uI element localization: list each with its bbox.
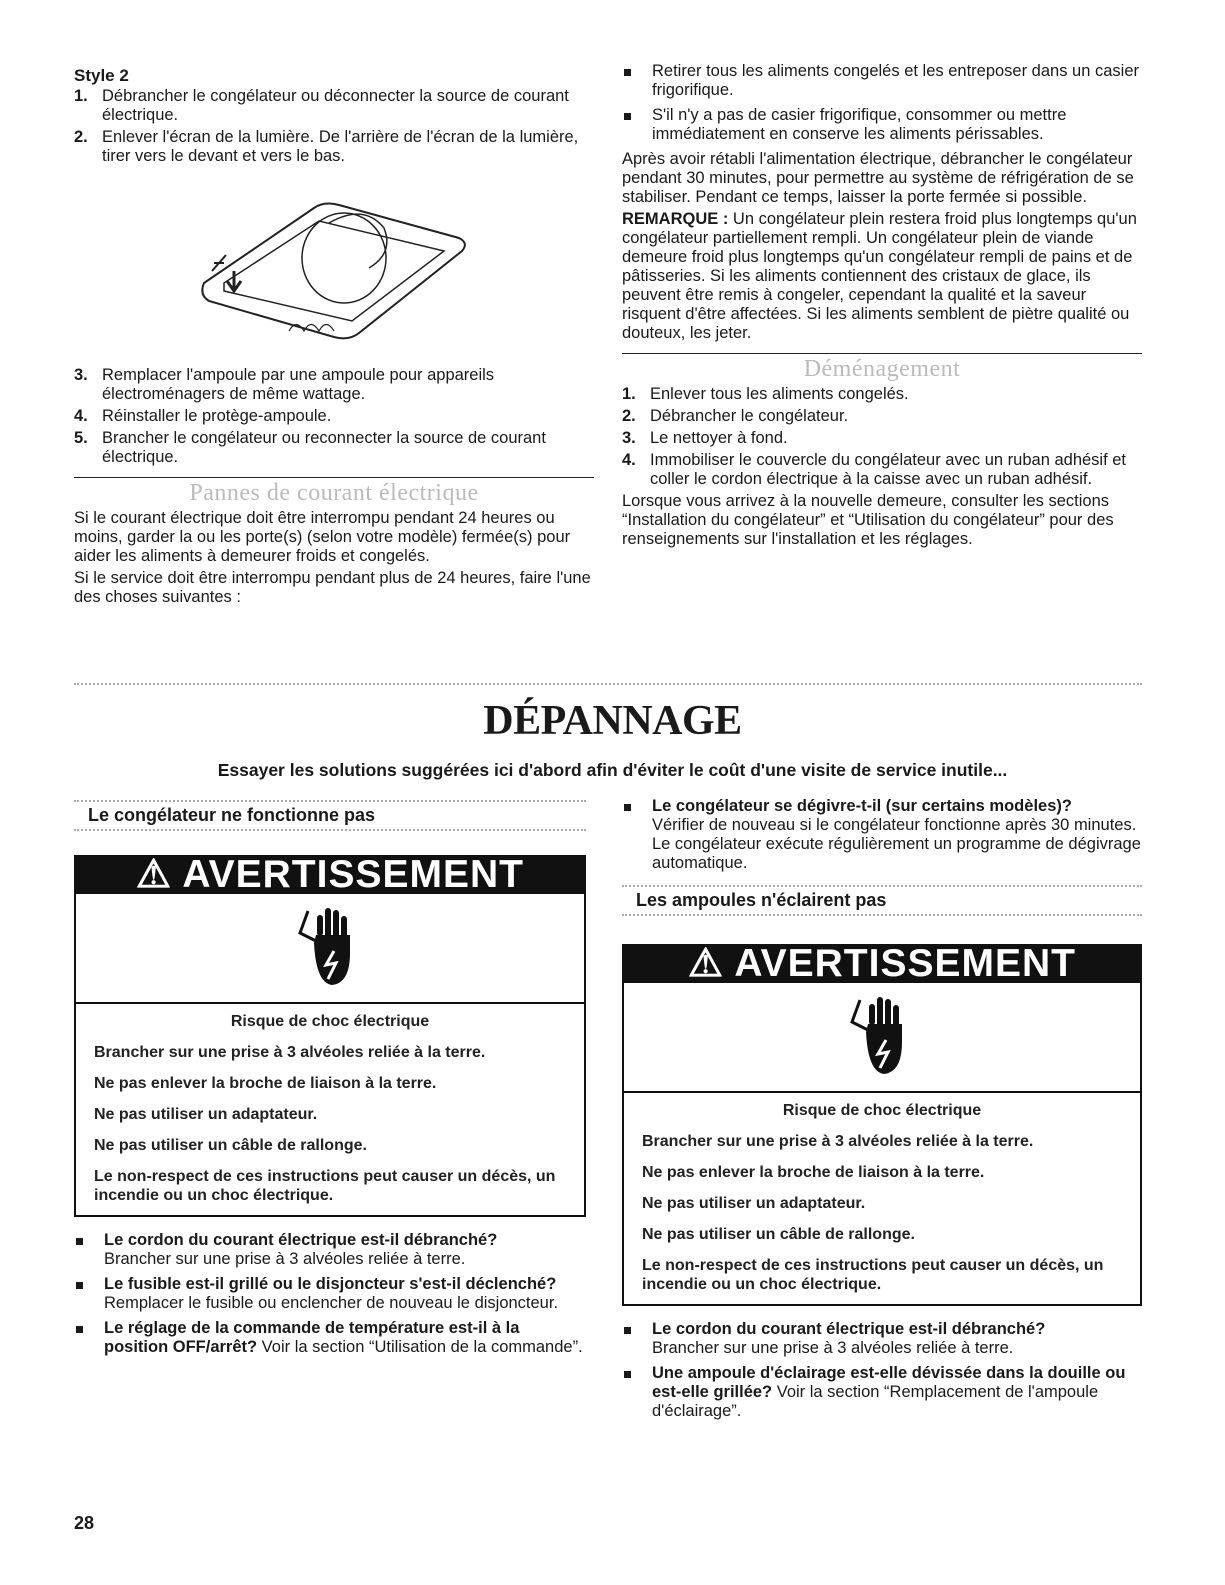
warning-line: Ne pas utiliser un adaptateur. [94,1106,318,1123]
moving-heading: Déménagement [803,356,961,382]
bullet-icon [624,1327,631,1334]
warning-triangle-icon: ⚠ [135,853,172,896]
bullet-icon [624,69,631,76]
warning-line: Ne pas enlever la broche de liaison à la terre. [94,1075,437,1092]
bullet-icon [76,1282,83,1289]
note-paragraph: REMARQUE : Un congélateur plein restera froid plus longtemps qu'un congélateur partiellement rempli. Un congélateur plein de viande demeure froid plus longtemps qu'un congélateur rempli de pains et de pâtisseries. Si les aliments contiennent des cristaux de glace, ils peuvent être remis à congeler, cependant la qualité et la saveur risquent d'être affectées. Si les aliments semblent de piètre qualité ou douteux, les jeter. [622,210,1137,342]
warning-line: Ne pas utiliser un câble de rallonge. [94,1137,367,1154]
divider [74,477,594,478]
list-item: 5. Brancher le congélateur ou reconnecter la source de courant électrique. [74,429,546,466]
bullet-icon [624,113,631,120]
checklist [622,1320,1142,1421]
list-item: Le fusible est-il grillé ou le disjoncteur s'est-il déclenché? Remplacer le fusible ou enclencher de nouveau le disjoncteur. [74,1275,586,1313]
bullet-icon [624,1371,631,1378]
divider [74,829,586,831]
list-item: Le réglage de la commande de température est-il à la position OFF/arrêt? Voir la section “Utilisation de la commande”. [74,1319,586,1357]
list-item: 4. Immobiliser le couvercle du congélateur avec un ruban adhésif et coller le cordon électrique à la caisse avec un ruban adhésif. [622,451,1127,488]
warning-line: Le non-respect de ces instructions peut causer un décès, un incendie ou un choc électrique. [94,1168,556,1204]
warning-triangle-icon: ⚠ [687,942,724,985]
list-item: 3. Le nettoyer à fond. [622,429,788,447]
power-bullets [622,62,1142,144]
steps-b [74,366,594,467]
list-item: Retirer tous les aliments congelés et les entreposer dans un casier frigorifique. [622,62,1142,100]
page-title: DÉPANNAGE [483,698,742,744]
warning-line: Ne pas utiliser un câble de rallonge. [642,1226,915,1243]
warning-text [76,1004,584,1215]
warning-line: Ne pas enlever la broche de liaison à la terre. [642,1164,985,1181]
shock-hazard-icon [76,894,584,1004]
page-subtitle: Essayer les solutions suggérées ici d'abord afin d'éviter le coût d'une visite de service inutile... [217,760,1008,780]
steps-a [74,87,594,166]
defrost-check [622,797,1142,873]
list-item: 2. Enlever l'écran de la lumière. De l'arrière de l'écran de la lumière, tirer vers le devant et vers le bas. [74,128,579,165]
moving-steps [622,385,1142,489]
warning-risk: Risque de choc électrique [782,1102,982,1119]
warning-box [622,944,1142,1306]
warning-header: ⚠ AVERTISSEMENT [624,946,1140,983]
divider [622,914,1142,916]
section-heading: Les ampoules n'éclairent pas [636,890,887,910]
warning-line: Brancher sur une prise à 3 alvéoles reliée à la terre. [642,1133,1034,1150]
list-item: 4. Réinstaller le protège-ampoule. [74,407,332,425]
section-heading: Le congélateur ne fonctionne pas [88,805,376,825]
warning-line: Ne pas utiliser un adaptateur. [642,1195,866,1212]
list-item: 3. Remplacer l'ampoule par une ampoule pour appareils électroménagers de même wattage. [74,366,495,403]
after-power-paragraph: Après avoir rétabli l'alimentation électrique, débrancher le congélateur pendant 30 minutes, pour permettre au système de réfrigération de se stabiliser. Pendant ce temps, laisser la porte fermée si possible. [622,150,1134,206]
right-column-top [622,62,1142,552]
list-item: 1. Enlever tous les aliments congelés. [622,385,909,403]
warning-risk: Risque de choc électrique [230,1013,430,1030]
warning-box [74,855,586,1217]
style-title: Style 2 [74,66,129,85]
list-item: Le cordon du courant électrique est-il débranché? Brancher sur une prise à 3 alvéoles reliée à terre. [622,1320,1142,1358]
page-divider [74,683,1142,685]
power-paragraph-1: Si le courant électrique doit être interrompu pendant 24 heures ou moins, garder la ou les porte(s) (selon votre modèle) fermée(s) pour aider les aliments à demeurer froids et congelés. [74,509,571,565]
light-shield-illustration [194,183,494,353]
warning-text [624,1093,1140,1304]
list-item: S'il n'y a pas de casier frigorifique, consommer ou mettre immédiatement en conserve les aliments périssables. [622,106,1142,144]
left-column-top [74,62,594,610]
list-item: 1. Débrancher le congélateur ou déconnecter la source de courant électrique. [74,87,569,124]
page-number: 28 [74,1513,95,1533]
shock-hazard-icon [624,983,1140,1093]
list-item: 2. Débrancher le congélateur. [622,407,849,425]
right-column-bottom [622,797,1142,1427]
bullet-icon [76,1238,83,1245]
power-paragraph-2: Si le service doit être interrompu pendant plus de 24 heures, faire l'une des choses suivantes : [74,569,591,606]
left-column-bottom [74,800,586,1363]
note-label: REMARQUE : [622,210,729,228]
list-item: Le cordon du courant électrique est-il débranché? Brancher sur une prise à 3 alvéoles reliée à terre. [74,1231,586,1269]
warning-header: ⚠ AVERTISSEMENT [76,857,584,894]
checklist [74,1231,586,1357]
moving-paragraph: Lorsque vous arrivez à la nouvelle demeure, consulter les sections “Installation du congélateur” et “Utilisation du congélateur” pour des renseignements sur l'installation et les réglages. [622,492,1114,548]
bullet-icon [624,804,631,811]
bullet-icon [76,1326,83,1333]
list-item: Une ampoule d'éclairage est-elle dévissée dans la douille ou est-elle grillée? Voir la section “Remplacement de l'ampoule d'éclairage”. [622,1364,1142,1421]
divider [622,353,1142,354]
power-outage-heading: Pannes de courant électrique [189,480,479,506]
warning-line: Brancher sur une prise à 3 alvéoles reliée à la terre. [94,1044,486,1061]
list-item: Le congélateur se dégivre-t-il (sur certains modèles)? Vérifier de nouveau si le congélateur fonctionne après 30 minutes. Le congélateur exécute régulièrement un programme de dégivrage automatique. [622,797,1142,873]
warning-line: Le non-respect de ces instructions peut causer un décès, un incendie ou un choc électrique. [642,1257,1104,1293]
